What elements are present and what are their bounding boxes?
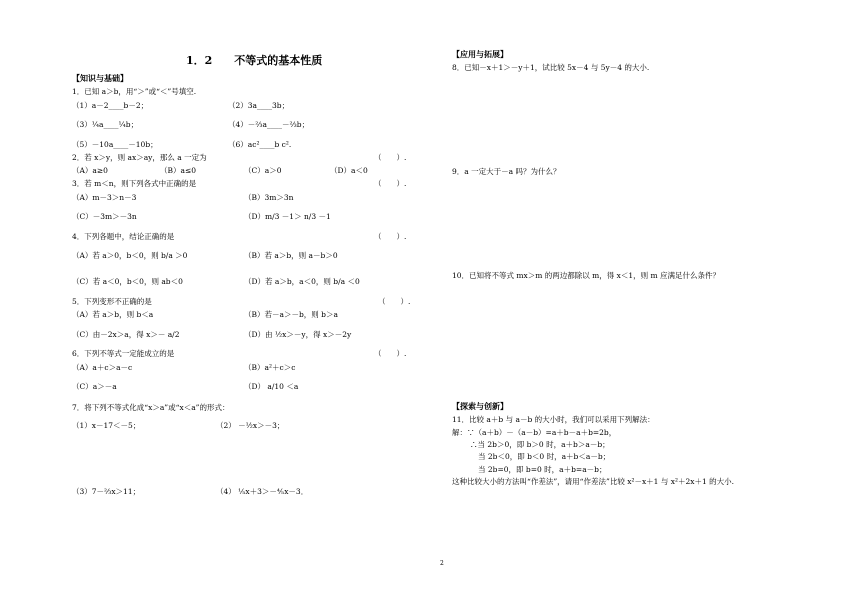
q6-option-b: （B）a²＋c＞c [244,363,296,372]
question-2: 2．若 x＞y，则 ax＞ay，那么 a 一定为 [72,153,207,162]
q4-option-d: （D）若 a＞b，a＜0，则 b/a ＜0 [244,277,360,286]
q11-instruction: 这种比较大小的方法叫“作差法”，请用“作差法”比较 x²－x＋1 与 x²＋2x＋1 的大小. [452,477,735,486]
q4-option-c: （C）若 a＜0，b＜0，则 ab＜0 [72,277,183,286]
q1-item-4: （4）－⅔a____－⅔b； [228,120,310,129]
q1-item-2: （2）3a____3b； [228,101,290,110]
q7-item-2: （2） －½x＞－3； [216,421,285,430]
q2-option-d: （D）a＜0 [330,166,368,175]
q1-item-3: （3）¼a____¼b； [72,120,139,129]
q2-answer-paren: （ ）. [374,153,407,162]
q7-item-4: （4） ⅕x＋3＞－⅘x－3． [216,487,309,496]
page-title: 1．2 不等式的基本性质 [186,54,323,67]
q6-option-a: （A）a＋c＞a－c [72,363,133,372]
q7-item-1: （1）x－17＜－5； [72,421,141,430]
q7-item-3: （3）7－⅔x＞11； [72,487,141,496]
q4-option-b: （B）若 a＞b，则 a－b＞0 [244,251,338,260]
q3-option-c: （C）－3m＞－3n [72,212,137,221]
q2-option-a: （A）a≥0 [72,166,108,175]
question-5: 5．下列变形不正确的是 [72,297,152,306]
q4-option-a: （A）若 a＞0，b＜0，则 b/a ＞0 [72,251,188,260]
q6-option-d: （D） a/10 ＜a [244,382,299,391]
question-1: 1．已知 a＞b，用“＞”或“＜”号填空. [72,87,197,96]
q5-option-b: （B）若－a＞－b，则 b＞a [244,310,338,319]
q1-item-1: （1）a－2____b－2； [72,101,149,110]
q3-option-b: （B）3m＞3n [244,193,294,202]
question-11: 11．比较 a＋b 与 a－b 的大小时，我们可以采用下列解法： [452,415,655,424]
q2-option-c: （C）a＞0 [244,166,282,175]
q1-item-6: （6）ac²____b c². [228,140,292,149]
q5-option-d: （D）由 ½x＞－y，得 x＞－2y [244,330,352,339]
q3-answer-paren: （ ）. [374,179,407,188]
q3-option-a: （A）m－3＞n－3 [72,193,137,202]
q5-option-a: （A）若 a＞b，则 b＜a [72,310,154,319]
page-number: 2 [440,560,444,567]
q11-solution-line-4: 当 2b=0，即 b=0 时，a＋b=a－b； [478,465,607,474]
q5-option-c: （C）由－2x＞a，得 x＞－ a/2 [72,330,180,339]
q3-option-d: （D）m/3 －1＞ n/3 －1 [244,212,331,221]
q11-solution-line-2: ∴当 2b＞0，即 b＞0 时，a＋b＞a－b； [470,440,610,449]
q6-option-c: （C）a＞－a [72,382,117,391]
q1-item-5: （5）－10a____－10b； [72,140,158,149]
question-6: 6．下列不等式一定能成立的是 [72,349,175,358]
question-7: 7．将下列不等式化成“x＞a”或“x＜a”的形式： [72,403,230,412]
section-knowledge: 【知识与基础】 [72,74,128,83]
q11-solution-line-3: 当 2b＜0，即 b＜0 时，a＋b＜a－b； [478,452,611,461]
question-9: 9．a 一定大于－a 吗？为什么？ [452,167,561,176]
section-application: 【应用与拓展】 [452,50,508,59]
q4-answer-paren: （ ）. [374,232,407,241]
q6-answer-paren: （ ）. [374,349,407,358]
section-exploration: 【探索与创新】 [452,402,508,411]
question-3: 3．若 m＜n，则下列各式中正确的是 [72,179,197,188]
q11-solution-line-1: 解：∵（a＋b）－（a－b）=a＋b－a＋b=2b， [452,428,617,437]
q5-answer-paren: （ ）. [378,297,411,306]
question-10: 10．已知将不等式 mx＞m 的两边都除以 m，得 x＜1，则 m 应满足什么条件？ [452,271,721,280]
question-8: 8．已知－x＋1＞－y＋1，试比较 5x－4 与 5y－4 的大小. [452,63,650,72]
q2-option-b: （B）a≤0 [160,166,197,175]
question-4: 4．下列各题中，结论正确的是 [72,232,175,241]
